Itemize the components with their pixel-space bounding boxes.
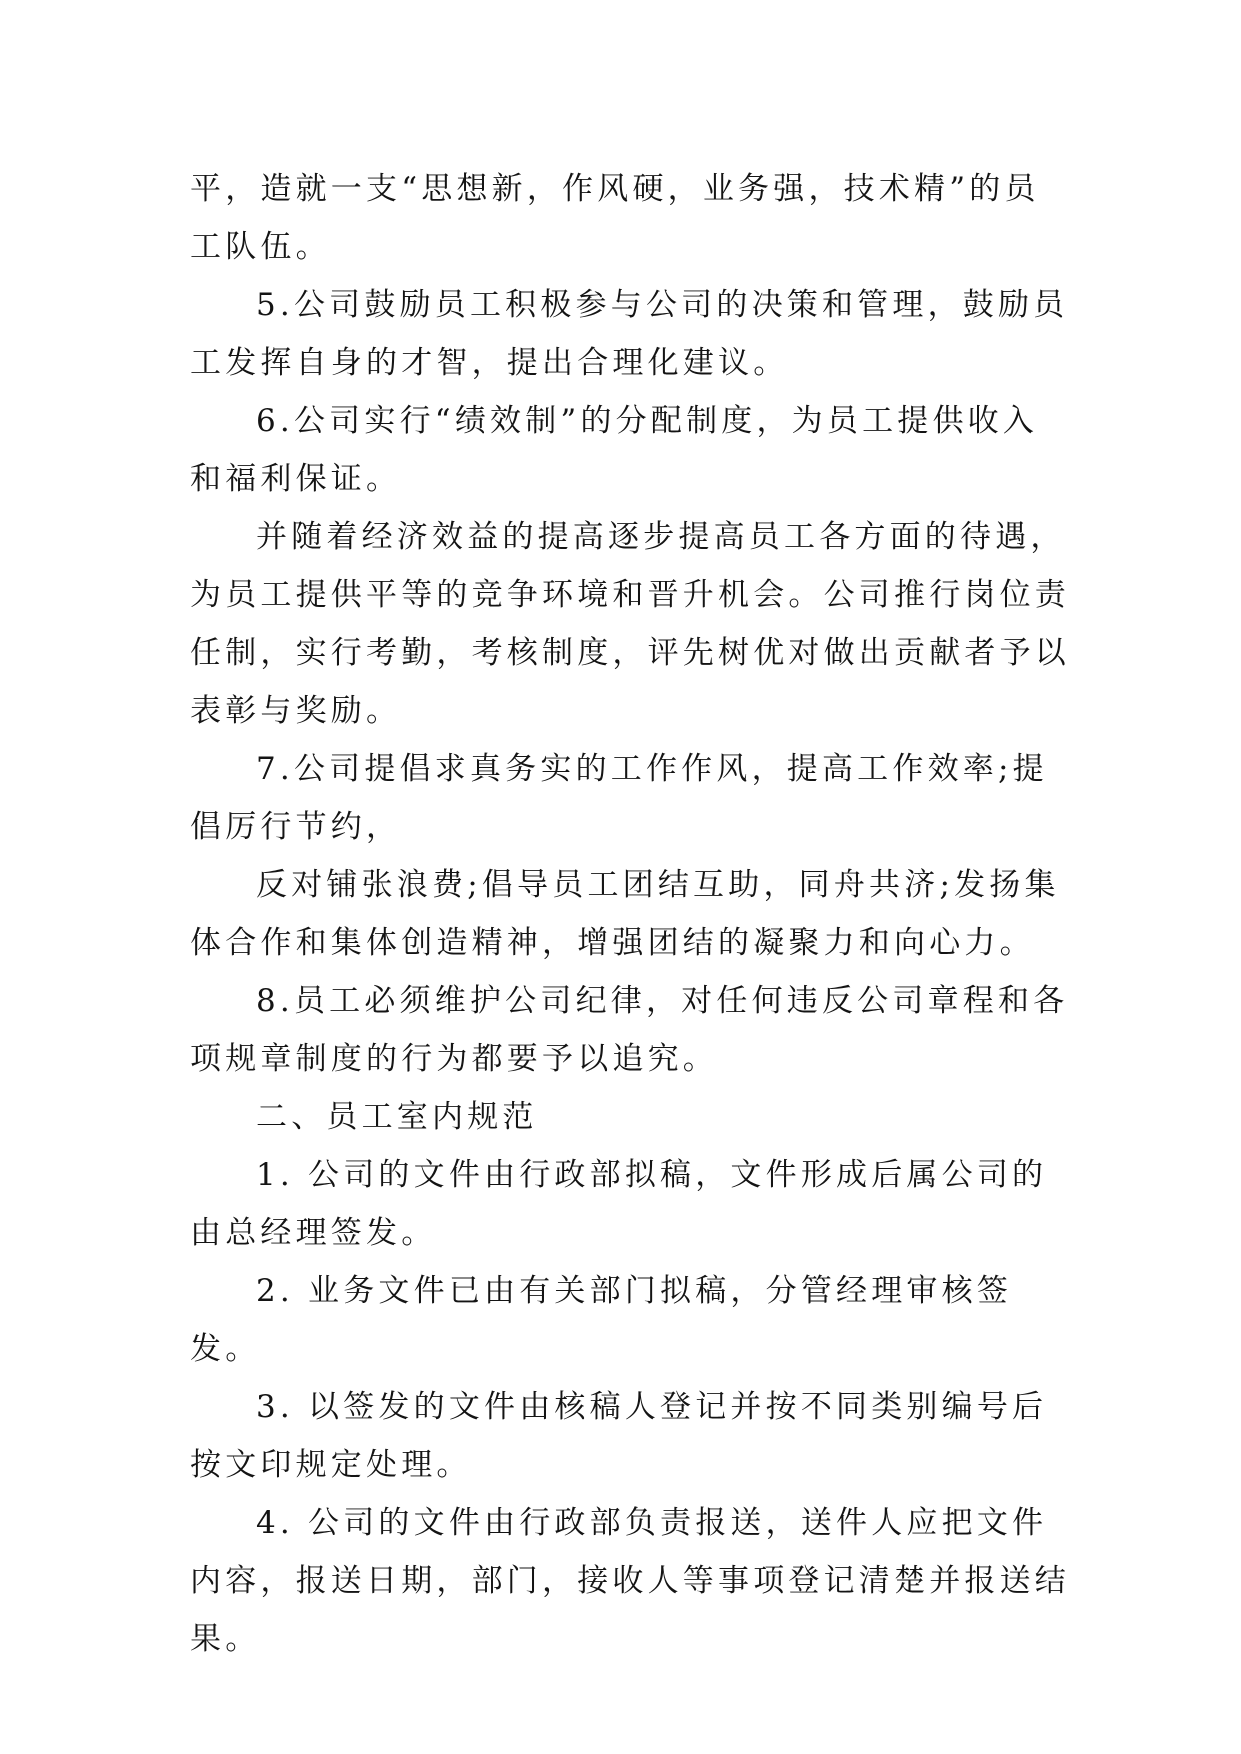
- paragraph: 2. 业务文件已由有关部门拟稿，分管经理审核签发。: [190, 1273, 1013, 1367]
- paragraph: 平，造就一支“思想新，作风硬，业务强，技术精”的员工队伍。: [190, 171, 1040, 265]
- paragraph: 8.员工必须维护公司纪律，对任何违反公司章程和各项规章制度的行为都要予以追究。: [190, 983, 1069, 1077]
- paragraph: 1. 公司的文件由行政部拟稿，文件形成后属公司的由总经理签发。: [190, 1157, 1048, 1251]
- paragraph: 并随着经济效益的提高逐步提高员工各方面的待遇，为员工提供平等的竞争环境和晋升机会。公司推行岗位责任制，实行考勤，考核制度，评先树优对做出贡献者予以表彰与奖励。: [190, 519, 1070, 729]
- paragraph: 5.公司鼓励员工积极参与公司的决策和管理，鼓励员工发挥自身的才智，提出合理化建议。: [190, 287, 1069, 381]
- paragraph: 6.公司实行“绩效制”的分配制度，为员工提供收入和福利保证。: [190, 403, 1039, 497]
- paragraph: 7.公司提倡求真务实的工作作风，提高工作效率;提倡厉行节约，: [190, 751, 1048, 845]
- document-page: [190, 160, 1070, 1668]
- paragraph: 反对铺张浪费;倡导员工团结互助，同舟共济;发扬集体合作和集体创造精神，增强团结的凝聚力和向心力。: [190, 867, 1060, 961]
- paragraph: 3. 以签发的文件由核稿人登记并按不同类别编号后按文印规定处理。: [190, 1389, 1048, 1483]
- paragraph: 4. 公司的文件由行政部负责报送，送件人应把文件内容，报送日期，部门，接收人等事项登记清楚并报送结果。: [190, 1505, 1070, 1657]
- section-heading: 二、员工室内规范: [256, 1099, 538, 1135]
